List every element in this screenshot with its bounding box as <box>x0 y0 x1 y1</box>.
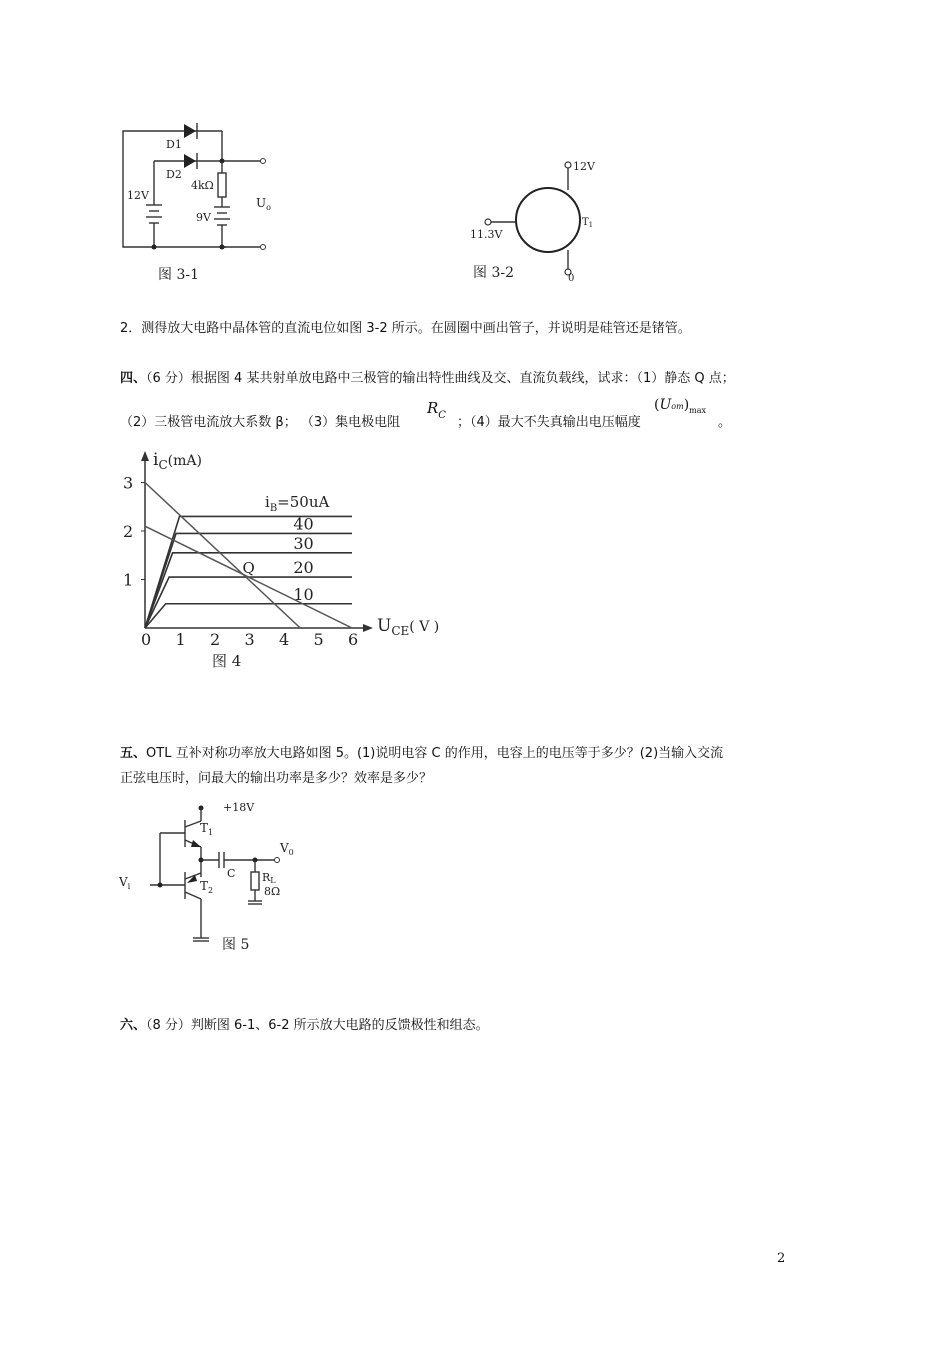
v9-label: 9V <box>196 211 211 224</box>
x-axis-arrow <box>363 624 373 632</box>
question-5-line-1 <box>120 745 723 763</box>
question-4-number: 四、 <box>120 371 147 386</box>
d2-label: D2 <box>166 168 182 181</box>
y-tick-label: 3 <box>123 473 134 493</box>
figure-4-chart <box>115 445 455 675</box>
x-tick-label: 6 <box>348 630 359 649</box>
ib-label: $i_B=50uA$ <box>265 493 330 514</box>
t1-label: $T_1$ <box>200 821 214 837</box>
question-5-line-2: 正弦电压时，问最大的输出功率是多少？效率是多少？ <box>120 771 433 786</box>
question-5-text-1: OTL 互补对称功率放大电路如图 5。(1)说明电容 C 的作用，电容上的电压等于多少？(2)当输入交流 <box>146 746 724 761</box>
bottom-potential-label: 0 <box>568 273 575 284</box>
rl-value: 8Ω <box>264 885 281 898</box>
transistor-label: $T_1$ <box>582 217 594 229</box>
vi-label: $V_i$ <box>119 875 131 891</box>
uom-symbol: $(Uom)_{max}$ <box>654 397 707 415</box>
question-6 <box>120 1017 489 1035</box>
rl-label: RL <box>262 871 276 885</box>
question-6-text: （8 分）判断图 6-1、6-2 所示放大电路的反馈极性和组态。 <box>146 1018 489 1033</box>
question-4-text-1: （6 分）根据图 4 某共射单放电路中三极管的输出特性曲线及交、直流负载线，试求：（1）静态 Q 点； <box>146 371 735 386</box>
v12-label: 12V <box>127 189 149 202</box>
x-tick-label: 1 <box>175 630 186 649</box>
question-6-number: 六、 <box>120 1018 147 1033</box>
y-axis-arrow <box>141 451 149 461</box>
curve-label: 40 <box>293 514 314 534</box>
page-number: 2 <box>777 1251 786 1266</box>
x-axis-label: $U_{CE}^{( V )}$ <box>377 616 440 638</box>
figure-3-2-caption: 图 3-2 <box>473 265 514 281</box>
y-tick-label: 2 <box>123 522 134 541</box>
figure-3-2 <box>460 155 610 290</box>
figure-3-1-caption: 图 3-1 <box>158 267 199 283</box>
question-4-text-2b: ；（4）最大不失真输出电压幅度 <box>457 415 641 430</box>
x-tick-label: 4 <box>279 630 290 649</box>
curve-label: 30 <box>293 533 314 553</box>
curve-label: 10 <box>293 584 314 604</box>
capacitor-label: C <box>227 867 236 880</box>
top-potential-label: 12V <box>573 160 595 173</box>
rc-symbol: $R_C$ <box>427 399 446 421</box>
figure-4-caption: 图 4 <box>212 652 242 670</box>
question-4-text-2a: （2）三极管电流放大系数 β； （3）集电极电阻 <box>120 415 401 430</box>
figure-3-1 <box>118 115 278 290</box>
question-4-line-2 <box>120 414 400 432</box>
uo-label: $U_o$ <box>256 196 271 212</box>
y-tick-label: 1 <box>123 570 134 590</box>
x-tick-label: 2 <box>210 630 221 649</box>
figure-5-caption: 图 5 <box>222 937 250 953</box>
transistor-circle[interactable] <box>516 188 580 252</box>
x-tick-label: 5 <box>313 630 324 649</box>
question-2: 2．测得放大电路中晶体管的直流电位如图 3-2 所示。在圆圈中画出管子，并说明是硅管还是锗管。 <box>120 321 691 336</box>
characteristic-curve <box>145 533 352 628</box>
left-potential-label: 11.3V <box>470 228 503 241</box>
y-axis-label: $i_C^{(mA)}$ <box>153 450 202 472</box>
d1-label: D1 <box>166 138 182 151</box>
characteristic-curve <box>145 604 352 628</box>
t2-label: $T_2$ <box>200 879 214 895</box>
figure-5 <box>115 795 315 960</box>
x-tick-label: 0 <box>141 630 152 649</box>
question-4-end: 。 <box>718 415 732 430</box>
characteristic-curve <box>145 577 352 628</box>
question-5-number: 五、 <box>120 746 147 761</box>
q-point-label: Q <box>242 559 255 578</box>
curve-label: 20 <box>293 558 314 578</box>
resistor-label: 4kΩ <box>191 179 214 192</box>
x-tick-label: 3 <box>244 630 255 649</box>
vcc-label: +18V <box>223 801 255 814</box>
question-4-line-1 <box>120 370 735 388</box>
vo-label: $V_0$ <box>280 841 294 857</box>
